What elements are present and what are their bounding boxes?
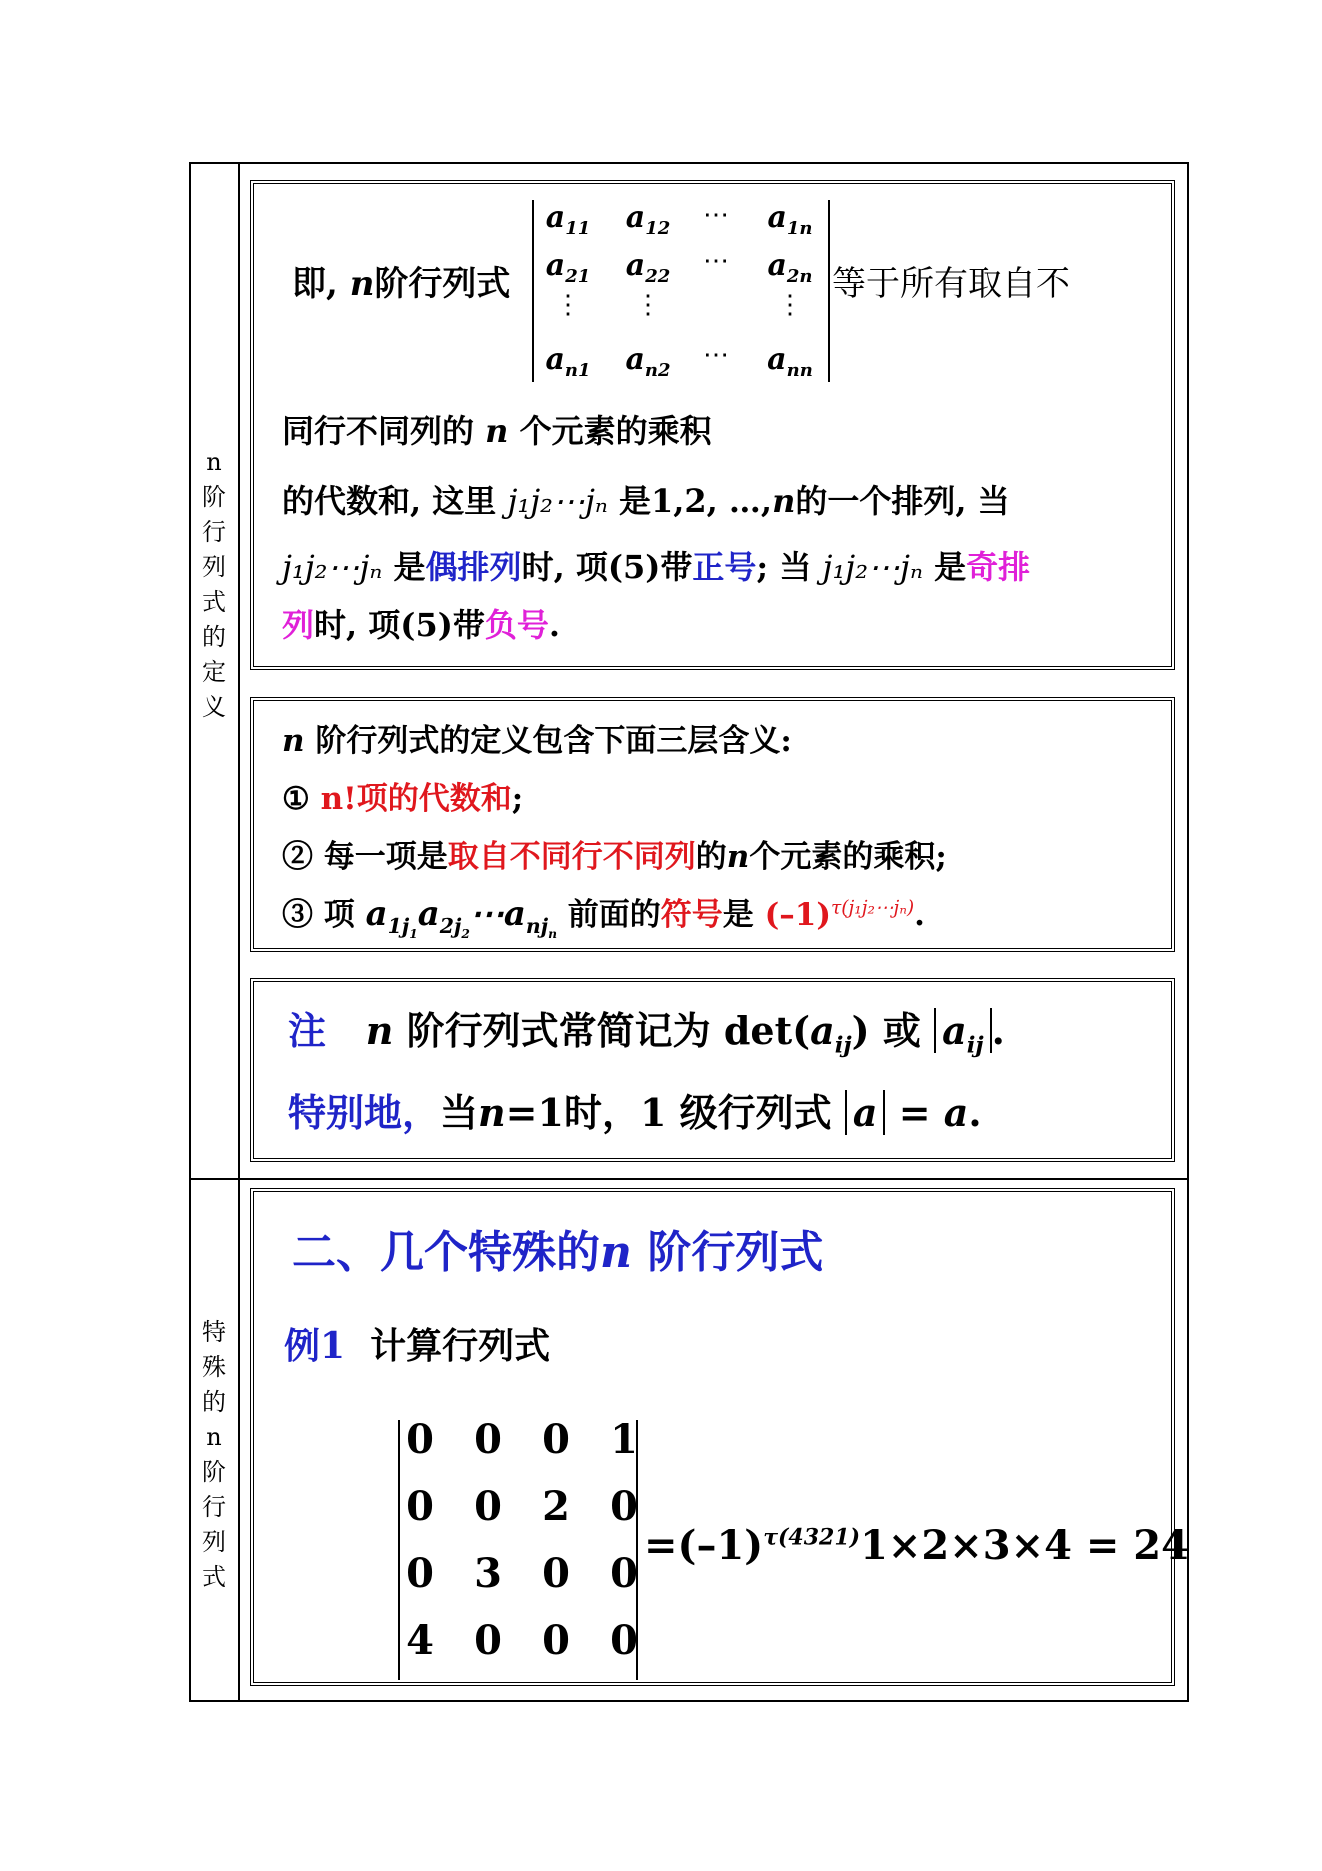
matrix-cell: 3: [474, 1550, 502, 1597]
matrix-cell: ⋮: [555, 290, 581, 320]
label-char: 阶: [202, 1458, 226, 1486]
meaning-item-2: ② 每一项是取自不同行不同列的n个元素的乘积;: [282, 839, 947, 875]
matrix-cell: 1: [610, 1416, 638, 1463]
line-algebraic-sum: 的代数和, 这里 j₁j₂⋯jₙ 是1,2, …,n的一个排列, 当: [282, 482, 1010, 520]
matrix-cell: ⋮: [777, 290, 803, 320]
line-product: 同行不同列的 n 个元素的乘积: [282, 412, 712, 450]
matrix-cell: 0: [474, 1416, 502, 1463]
matrix-cell: ⋯: [703, 340, 729, 370]
matrix-cell: 0: [474, 1617, 502, 1664]
matrix-cell: $a_{2n}$: [767, 248, 813, 287]
matrix-cell: 0: [474, 1483, 502, 1530]
label-char: 行: [202, 1493, 226, 1521]
example-line: 例1 计算行列式: [284, 1325, 551, 1367]
meaning-title: n 阶行列式的定义包含下面三层含义:: [282, 723, 792, 759]
matrix-cell: 0: [406, 1550, 434, 1597]
note-line-2: 特别地，当n=1时，1 级行列式 a = a.: [288, 1090, 982, 1135]
example-result: $=(-1)^{\tau(4321)}1\times 2\times 3\times 4 = 24$: [644, 1522, 1189, 1569]
note-line-1: 注 n 阶行列式常简记为 $\det(a_{ij})$ 或 $a_{ij}$ .: [288, 1008, 1005, 1059]
matrix-cell: $a_{n1}$: [545, 342, 591, 381]
matrix-cell: 0: [610, 1483, 638, 1530]
definition-box: [250, 180, 1175, 670]
label-char: 定: [202, 658, 226, 686]
label-char: 的: [202, 1388, 226, 1416]
matrix-cell: ⋮: [635, 290, 661, 320]
matrix-cell: $a_{1n}$: [767, 200, 813, 239]
label-char: 行: [202, 518, 226, 546]
matrix-cell: 4: [406, 1617, 434, 1664]
label-char: 式: [202, 1563, 226, 1591]
matrix-cell: 0: [406, 1483, 434, 1530]
matrix-cell: 0: [542, 1416, 570, 1463]
special-determinant-box: [250, 1188, 1189, 1686]
matrix-cell: $a_{nn}$: [767, 342, 813, 381]
matrix-cell: ⋯: [703, 200, 729, 230]
label-char: 殊: [202, 1353, 226, 1381]
line-sign-rule-end: 列时, 项(5)带负号.: [282, 606, 561, 644]
matrix-cell: ⋯: [703, 246, 729, 276]
matrix-cell: $a_{21}$: [545, 248, 591, 287]
meaning-box: [250, 697, 1175, 952]
matrix-cell: $a_{11}$: [545, 200, 591, 239]
example-determinant: [398, 1416, 638, 1680]
label-char: 的: [202, 623, 226, 651]
label-char: 特: [202, 1318, 226, 1346]
label-char: 列: [202, 1528, 226, 1556]
label-char: n: [206, 1423, 222, 1451]
matrix-cell: 0: [610, 1550, 638, 1597]
matrix-cell: 0: [406, 1416, 434, 1463]
section-label-special: [196, 1315, 232, 1595]
matrix-cell: 0: [542, 1617, 570, 1664]
matrix-cell: 0: [542, 1550, 570, 1597]
label-char: 义: [202, 693, 226, 721]
line-sign-rule: j₁j₂⋯jₙ 是偶排列时, 项(5)带正号; 当 j₁j₂⋯jₙ 是奇排: [282, 548, 1031, 586]
matrix-cell: $a_{12}$: [625, 200, 671, 239]
intro-suffix: 等于所有取自不: [832, 264, 1070, 304]
row-divider: [189, 1178, 1189, 1180]
matrix-cell: $a_{22}$: [625, 248, 671, 287]
meaning-item-1: ① n!项的代数和;: [282, 781, 524, 817]
section-heading: 二、几个特殊的n 阶行列式: [292, 1227, 824, 1278]
label-char: 列: [202, 553, 226, 581]
general-determinant: [532, 200, 830, 382]
matrix-cell: $a_{n2}$: [625, 342, 671, 381]
section-label-definition: [196, 445, 232, 725]
column-divider: [238, 162, 240, 1702]
label-char: n: [206, 448, 222, 476]
matrix-cell: 0: [610, 1617, 638, 1664]
label-char: 式: [202, 588, 226, 616]
intro-text: 即, n阶行列式: [292, 264, 511, 304]
meaning-item-3: ③ 项 $a_{1j_1}a_{2j_2}\cdots a_{nj_n}$ 前面的符号是 $(-1)^{\tau(j_1j_2\cdots j_n)}$.: [282, 894, 925, 941]
matrix-cell: 2: [542, 1483, 570, 1530]
note-box: [250, 978, 1175, 1162]
label-char: 阶: [202, 483, 226, 511]
